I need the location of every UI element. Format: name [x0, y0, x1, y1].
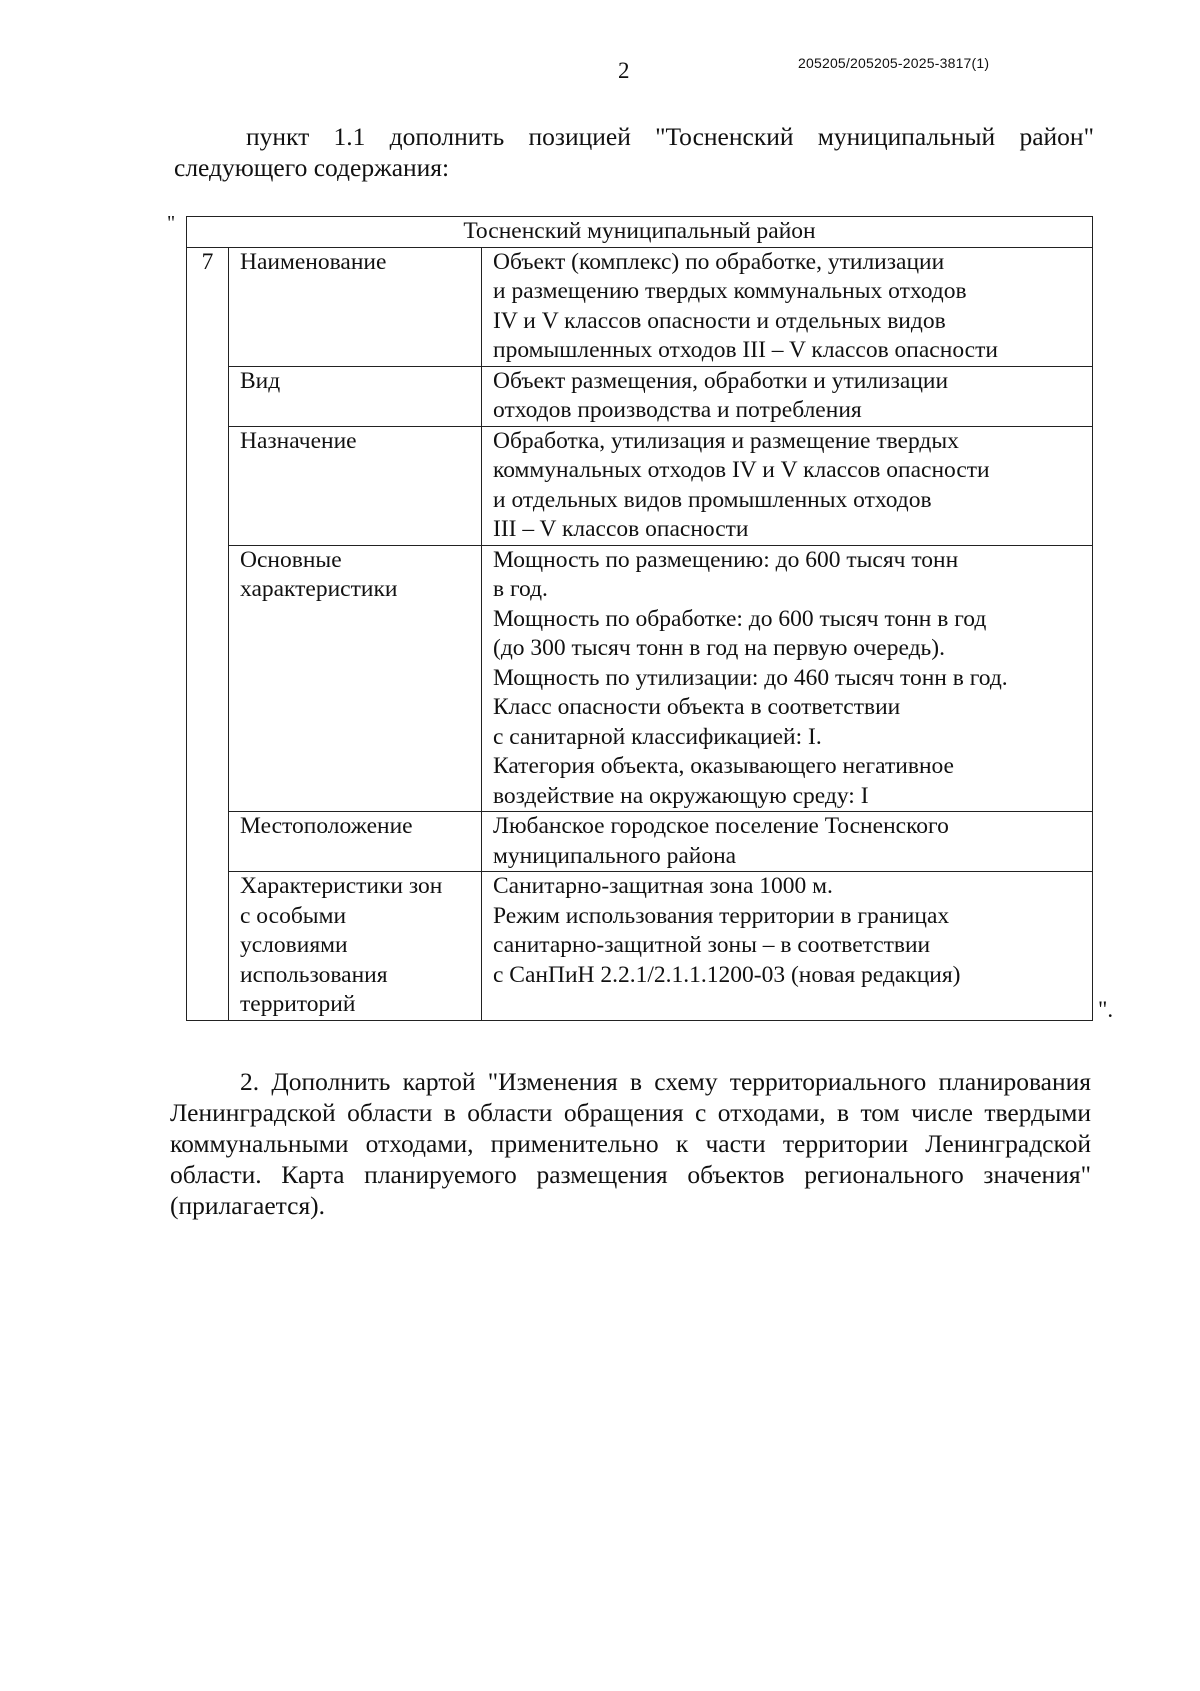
- page-number: 2: [618, 58, 630, 83]
- row-label-purpose: Назначение: [229, 426, 482, 545]
- opening-quote: ": [167, 212, 176, 234]
- table-row: [187, 426, 1093, 545]
- district-header: Тосненский муниципальный район: [187, 217, 1093, 248]
- table-header-row: [187, 217, 1093, 248]
- intro-line-2: следующего содержания:: [174, 153, 450, 182]
- row-value-location: Любанское городское поселение Тосненского муниципального района: [482, 812, 1093, 872]
- paragraph-2: [170, 1066, 1091, 1221]
- row-number: 7: [187, 247, 229, 1020]
- row-value-purpose: Обработка, утилизация и размещение твердых коммунальных отходов IV и V классов опасности и отдельных видов промышленных отходов III – V классов опасности: [482, 426, 1093, 545]
- intro-line-1: пункт 1.1 дополнить позицией "Тосненский муниципальный район": [246, 122, 1094, 151]
- row-label-zones: Характеристики зон с особыми условиями использования территорий: [229, 872, 482, 1021]
- table-row: [187, 366, 1093, 426]
- table-row: [187, 872, 1093, 1021]
- table-row: [187, 812, 1093, 872]
- row-value-zones: Санитарно-защитная зона 1000 м. Режим использования территории в границах санитарно-защитной зоны – в соответствии с СанПиН 2.2.1/2.1.1.1200-03 (новая редакция): [482, 872, 1093, 1021]
- table-row: [187, 247, 1093, 366]
- table-row: [187, 545, 1093, 812]
- intro-paragraph: [174, 121, 1094, 183]
- row-value-characteristics: Мощность по размещению: до 600 тысяч тонн в год. Мощность по обработке: до 600 тысяч тонн в год (до 300 тысяч тонн в год на первую очередь). Мощность по утилизации: до 460 тысяч тонн в год. Класс опасности объекта в соответствии с санитарной классификацией: I. Категория объекта, оказывающего негативное воздействие на окружающую среду: I: [482, 545, 1093, 812]
- row-value-type: Объект размещения, обработки и утилизации отходов производства и потребления: [482, 366, 1093, 426]
- row-label-name: Наименование: [229, 247, 482, 366]
- paragraph-2-text: 2. Дополнить картой "Изменения в схему территориального планирования Ленинградской области в области обращения с отходами, в том числе твердыми коммунальными отходами, применительно к части территории Ленинградской области. Карта планируемого размещения объектов регионального значения" (прилагается).: [170, 1067, 1091, 1220]
- row-label-characteristics: Основные характеристики: [229, 545, 482, 812]
- row-label-type: Вид: [229, 366, 482, 426]
- row-value-name: Объект (комплекс) по обработке, утилизации и размещению твердых коммунальных отходов IV и V классов опасности и отдельных видов промышленных отходов III – V классов опасности: [482, 247, 1093, 366]
- document-id: 205205/205205-2025-3817(1): [798, 55, 990, 71]
- row-label-location: Местоположение: [229, 812, 482, 872]
- closing-quote: ".: [1098, 997, 1114, 1022]
- territorial-planning-table: [186, 216, 1093, 1021]
